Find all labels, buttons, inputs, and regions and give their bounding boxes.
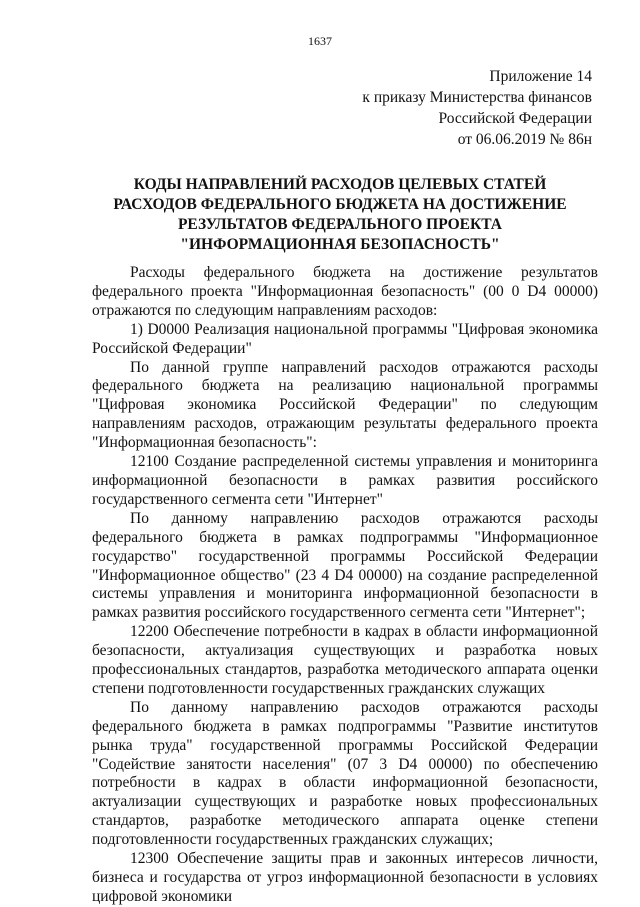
page-number: 1637 [308, 34, 332, 48]
paragraph: Расходы федерального бюджета на достижение результатов федерального проекта "Информационная безопасность" (00 0 D4 00000) отражаются по следующим направлениям расходов: [92, 264, 598, 319]
paragraph: По данной группе направлений расходов отражаются расходы федерального бюджета на реализацию национальной программы "Цифровая экономика Российской Федерации" по следующим направлениям расходов, отражающим результаты федерального проекта "Информационная безопасность": [92, 358, 598, 452]
paragraph: По данному направлению расходов отражаются расходы федерального бюджета в рамках подпрограммы "Развитие институтов рынка труда" государственной программы Российской Федерации "Содействие занятости населения" (07 3 D4 00000) по обеспечению потребности в кадрах в области информационной безопасности, актуализации существующих и разработке новых профессиональных стандартов, разработке методического аппарата оценке степени подготовленности государственных гражданских служащих; [92, 698, 598, 849]
paragraph: 12300 Обеспечение защиты прав и законных интересов личности, бизнеса и государства от угроз информационной безопасности в условиях цифровой экономики [92, 850, 598, 905]
appendix-header [292, 66, 592, 150]
paragraph: 12200 Обеспечение потребности в кадрах в области информационной безопасности, актуализация существующих и разработка новых профессиональных стандартов, разработка методического аппарата оценки степени подготовленности государственных гражданских служащих [92, 623, 598, 697]
appendix-line: Российской Федерации [438, 110, 592, 127]
document-title [80, 175, 600, 255]
paragraph: 1) D0000 Реализация национальной программы "Цифровая экономика Российской Федерации" [92, 320, 598, 357]
title-line: "ИНФОРМАЦИОННАЯ БЕЗОПАСНОСТЬ" [180, 236, 500, 253]
appendix-line: Приложение 14 [489, 68, 592, 85]
title-line: РЕЗУЛЬТАТОВ ФЕДЕРАЛЬНОГО ПРОЕКТА [177, 216, 503, 233]
title-line: РАСХОДОВ ФЕДЕРАЛЬНОГО БЮДЖЕТА НА ДОСТИЖЕНИЕ [113, 196, 567, 213]
appendix-line: к приказу Министерства финансов [362, 89, 592, 106]
appendix-line: от 06.06.2019 № 86н [457, 131, 592, 148]
paragraph: По данному направлению расходов отражаются расходы федерального бюджета в рамках подпрограммы "Информационное государство" государственной программы Российской Федерации "Информационное общество" (23 4 D4 00000) на создание распределенной системы управления и мониторинга информационной безопасности в рамках развития российского государственного сегмента сети "Интернет"; [92, 509, 598, 622]
paragraph: 12100 Создание распределенной системы управления и мониторинга информационной безопасности в рамках развития российского государственного сегмента сети "Интернет" [92, 453, 598, 508]
document-body [92, 264, 598, 907]
title-line: КОДЫ НАПРАВЛЕНИЙ РАСХОДОВ ЦЕЛЕВЫХ СТАТЕЙ [133, 176, 547, 193]
